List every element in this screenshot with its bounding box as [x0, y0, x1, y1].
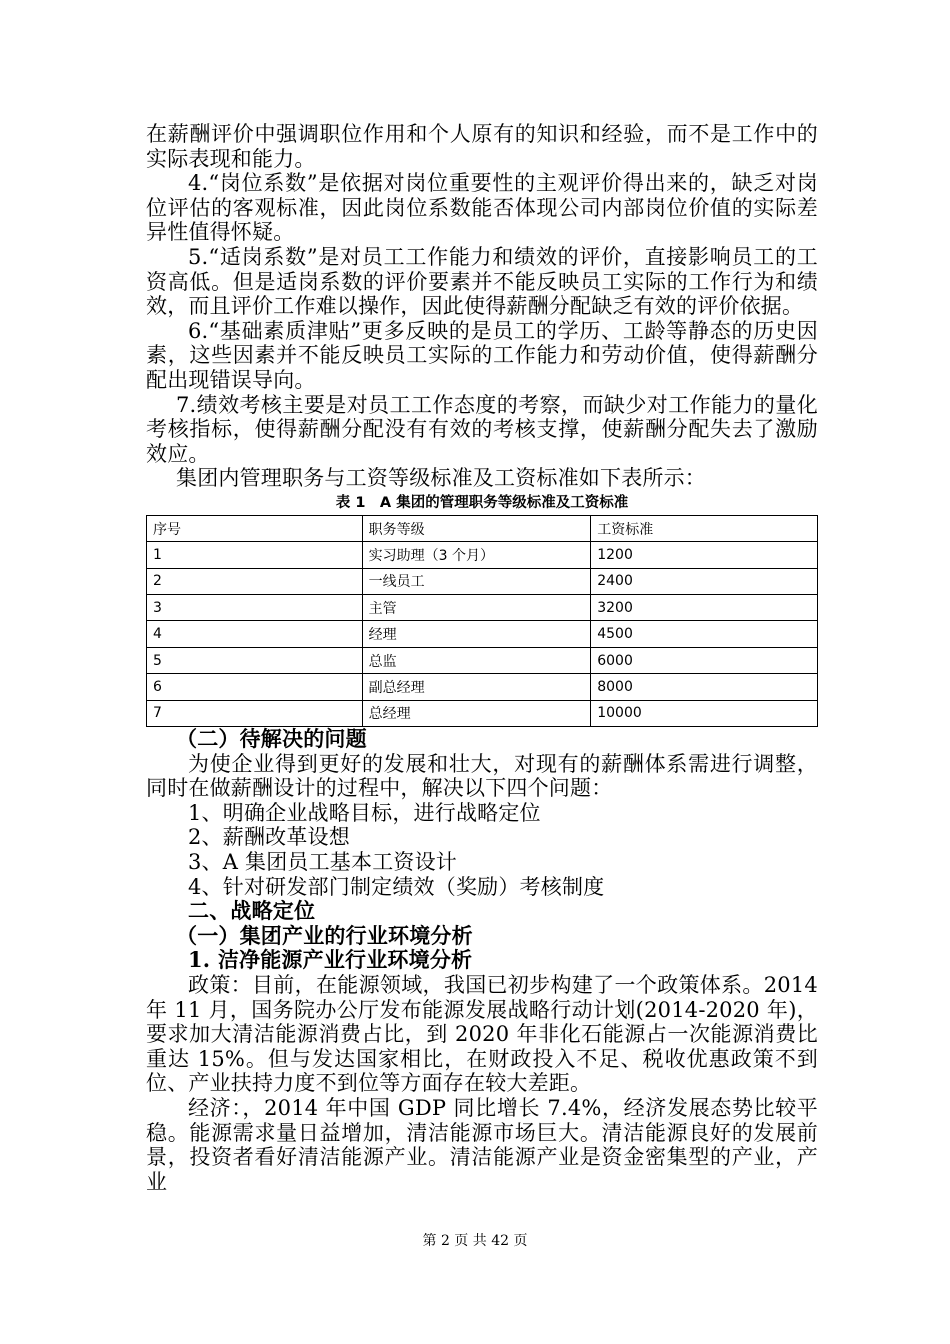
paragraph-continued: 在薪酬评价中强调职位作用和个人原有的知识和经验，而不是工作中的实际表现和能力。	[146, 122, 818, 171]
paragraph-item-4: 4.“岗位系数”是依据对岗位重要性的主观评价得出来的，缺乏对岗位评估的客观标准，因此岗位系数能否体现公司内部岗位价值的实际差异性值得怀疑。	[146, 171, 818, 245]
table-row	[147, 674, 818, 700]
list-item: 2、薪酬改革设想	[188, 825, 350, 850]
list-item: 3、A 集团员工基本工资设计	[188, 850, 458, 874]
table-cell: 经理	[362, 621, 591, 647]
paragraph-policy: 政策：目前，在能源领域，我国已初步构建了一个政策体系。2014 年 11 月，国务院办公厅发布能源发展战略行动计划(2014-2020 年)，要求加大清洁能源消费占比，到 2020 年非化石能源占一次能源消费比重达 15%。但与发达国家相比，在财政投入不足、税收优惠政策不到位、产业扶持力度不到位等方面存在较大差距。	[146, 972, 818, 1096]
paragraph-item-7: 7.绩效考核主要是对员工工作态度的考察，而缺少对工作能力的量化考核指标，使得薪酬分配没有有效的考核支撑，使薪酬分配失去了激励效应。	[146, 392, 818, 466]
table-row	[147, 647, 818, 673]
paragraph-item-5: 5.“适岗系数”是对员工工作能力和绩效的评价，直接影响员工的工资高低。但是适岗系数的评价要素并不能反映员工实际的工作行为和绩效，而且评价工作难以操作，因此使得薪酬分配缺乏有效的评价依据。	[146, 244, 818, 319]
paragraph-item-6: 6.“基础素质津贴”更多反映的是员工的学历、工龄等静态的历史因素，这些因素并不能反映员工实际的工作能力和劳动价值，使得薪酬分配出现错误导向。	[146, 318, 818, 392]
page-footer: 第 2 页 共 42 页	[422, 1233, 528, 1249]
table-cell: 3	[147, 595, 363, 621]
table-cell: 2	[147, 568, 363, 594]
table-cell: 1	[147, 542, 363, 568]
header-cell-position: 职务等级	[362, 515, 591, 541]
list-item: 1、明确企业战略目标，进行战略定位	[188, 800, 541, 825]
heading-clean-energy: 1. 洁净能源产业行业环境分析	[188, 947, 473, 973]
paragraph-problems-intro: 为使企业得到更好的发展和壮大，对现有的薪酬体系需进行调整，同时在做薪酬设计的过程中，解决以下四个问题：	[146, 751, 818, 801]
table-cell: 7	[147, 700, 363, 726]
table-cell: 总经理	[362, 700, 591, 726]
table-cell: 3200	[591, 595, 818, 621]
table-cell: 10000	[591, 700, 818, 726]
table-row	[147, 595, 818, 621]
table-caption: 表 1 A 集团的管理职务等级标准及工资标准	[335, 494, 629, 511]
paragraph-economy: 经济：，2014 年中国 GDP 同比增长 7.4%，经济发展态势比较平稳。能源需求量日益增加，清洁能源市场巨大。清洁能源良好的发展前景，投资者看好清洁能源产业。清洁能源产业是资金密集型的产业，产业	[146, 1095, 818, 1194]
table-cell: 总监	[362, 647, 591, 673]
table-cell: 2400	[591, 568, 818, 594]
table-row	[147, 542, 818, 568]
table-cell: 4500	[591, 621, 818, 647]
table-cell: 6	[147, 674, 363, 700]
table-row	[147, 700, 818, 726]
salary-table	[146, 515, 818, 727]
table-cell: 6000	[591, 647, 818, 673]
table-cell: 1200	[591, 542, 818, 568]
table-cell: 一线员工	[362, 568, 591, 594]
table-cell: 主管	[362, 595, 591, 621]
table-cell: 副总经理	[362, 674, 591, 700]
header-cell-salary: 工资标准	[591, 515, 818, 541]
table-row	[147, 621, 818, 647]
table-cell: 4	[147, 621, 363, 647]
table-row	[147, 568, 818, 594]
header-cell-index: 序号	[147, 515, 363, 541]
heading-problems: （二）待解决的问题	[176, 726, 367, 752]
paragraph-table-intro: 集团内管理职务与工资等级标准及工资标准如下表所示：	[176, 466, 706, 491]
list-item: 4、针对研发部门制定绩效（奖励）考核制度	[188, 874, 605, 899]
heading-strategy: 二、战略定位	[188, 898, 316, 924]
document-body	[146, 122, 818, 1194]
table-cell: 实习助理（3 个月）	[362, 542, 591, 568]
table-header-row	[147, 515, 818, 541]
heading-industry-analysis: （一）集团产业的行业环境分析	[176, 922, 473, 948]
table-cell: 8000	[591, 674, 818, 700]
table-cell: 5	[147, 647, 363, 673]
